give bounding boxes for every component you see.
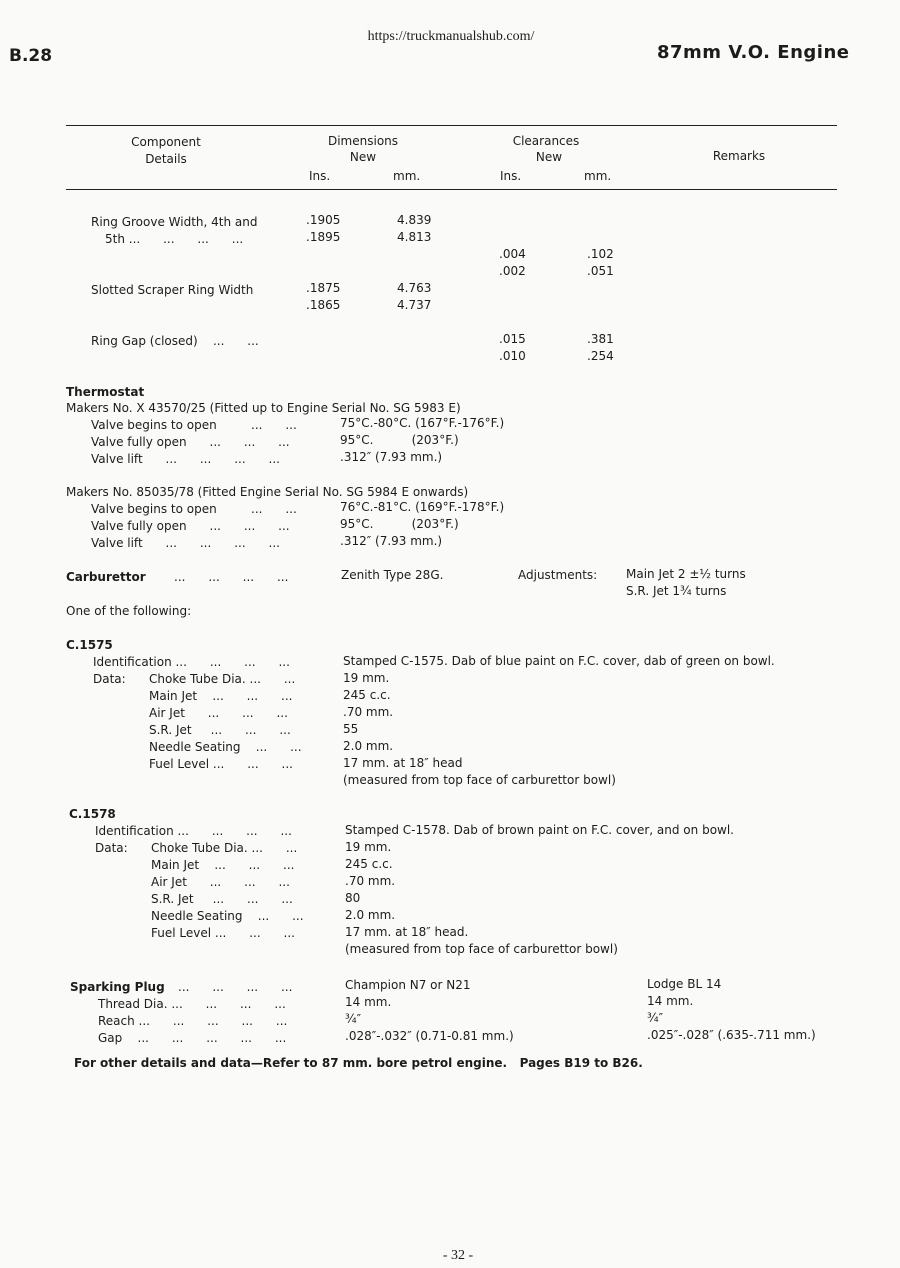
reach-label: Reach ... ... ... ... ... xyxy=(98,1014,288,1028)
c1578-sr-jet-value: 80 xyxy=(345,891,361,905)
thermostat-value-2b: 95°C. (203°F.) xyxy=(340,517,459,531)
c1575-air-jet-value: .70 mm. xyxy=(343,705,394,719)
source-url: https://truckmanualshub.com/ xyxy=(367,29,535,44)
c1575-main-jet-label: Main Jet ... ... ... xyxy=(149,689,293,703)
c1578-heading: C.1578 xyxy=(69,807,116,821)
thermostat-makers-1: Makers No. X 43570/25 (Fitted up to Engine Serial No. SG 5983 E) xyxy=(66,401,461,415)
sr-jet-adjustment: S.R. Jet 1¾ turns xyxy=(626,584,727,598)
thermostat-heading: Thermostat xyxy=(66,385,145,399)
c1575-choke-label: Choke Tube Dia. ... ... xyxy=(149,672,296,686)
c1575-fuel-value: 17 mm. at 18″ head xyxy=(343,756,463,770)
c1578-choke-value: 19 mm. xyxy=(345,840,392,854)
c1575-needle-value: 2.0 mm. xyxy=(343,739,394,753)
thermostat-label-2a: Valve begins to open ... ... xyxy=(91,502,297,516)
c1575-main-jet-value: 245 c.c. xyxy=(343,688,391,702)
col-header-dimensions-new: New xyxy=(349,150,377,164)
slotted-ring-label: Slotted Scraper Ring Width xyxy=(91,283,254,297)
champion-gap: .028″-.032″ (0.71-0.81 mm.) xyxy=(345,1029,514,1043)
ring-groove-ins-1: .1905 xyxy=(306,213,341,227)
ring-gap-label: Ring Gap (closed) ... ... xyxy=(91,334,259,348)
c1575-fuel-note: (measured from top face of carburettor bowl) xyxy=(343,773,616,787)
champion-reach: ¾″ xyxy=(345,1012,362,1026)
col-header-dim-mm: mm. xyxy=(393,169,421,183)
col-header-dim-ins: Ins. xyxy=(309,169,331,183)
thread-dia-label: Thread Dia. ... ... ... ... xyxy=(98,997,286,1011)
c1578-air-jet-label: Air Jet ... ... ... xyxy=(151,875,290,889)
slotted-ins-2: .1865 xyxy=(306,298,341,312)
engine-title: 87mm V.O. Engine xyxy=(657,42,850,63)
c1578-fuel-label: Fuel Level ... ... ... xyxy=(151,926,295,940)
c1575-sr-jet-value: 55 xyxy=(343,722,359,736)
champion-thread: 14 mm. xyxy=(345,995,392,1009)
carburettor-heading: Carburettor xyxy=(66,570,146,584)
slotted-mm-2: 4.737 xyxy=(397,298,432,312)
page-code: B.28 xyxy=(9,46,53,66)
ring-groove-ins-2: .1895 xyxy=(306,230,341,244)
ring-groove-mm-2: 4.813 xyxy=(397,230,432,244)
thermostat-label-2c: Valve lift ... ... ... ... xyxy=(91,536,280,550)
slotted-mm-1: 4.763 xyxy=(397,281,432,295)
c1578-fuel-note: (measured from top face of carburettor bowl) xyxy=(345,942,618,956)
reference-note: For other details and data—Refer to 87 mm. bore petrol engine. Pages B19 to B26. xyxy=(74,1056,643,1070)
gap-label: Gap ... ... ... ... ... xyxy=(98,1031,287,1045)
champion-plug: Champion N7 or N21 xyxy=(345,978,471,992)
c1578-fuel-value: 17 mm. at 18″ head. xyxy=(345,925,469,939)
c1578-choke-label: Choke Tube Dia. ... ... xyxy=(151,841,298,855)
thermostat-value-1c: .312″ (7.93 mm.) xyxy=(340,450,443,464)
c1578-needle-label: Needle Seating ... ... xyxy=(151,909,304,923)
thermostat-value-2c: .312″ (7.93 mm.) xyxy=(340,534,443,548)
c1575-sr-jet-label: S.R. Jet ... ... ... xyxy=(149,723,291,737)
col-header-remarks: Remarks xyxy=(712,149,766,163)
c1578-ident-label: Identification ... ... ... ... xyxy=(95,824,292,838)
c1578-data-label: Data: xyxy=(95,841,128,855)
thermostat-makers-2: Makers No. 85035/78 (Fitted Engine Serial No. SG 5984 E onwards) xyxy=(66,485,469,499)
col-header-clr-mm: mm. xyxy=(584,169,612,183)
sparking-plug-heading: Sparking Plug xyxy=(70,980,165,994)
ring-gap-clr-ins-2: .010 xyxy=(499,349,526,363)
slotted-ins-1: .1875 xyxy=(306,281,341,295)
c1575-heading: C.1575 xyxy=(66,638,113,652)
c1575-choke-value: 19 mm. xyxy=(343,671,390,685)
ring-groove-mm-1: 4.839 xyxy=(397,213,432,227)
ring-groove-clr-ins-2: .002 xyxy=(499,264,526,278)
table-header-rule xyxy=(66,189,837,190)
lodge-gap: .025″-.028″ (.635-.711 mm.) xyxy=(647,1028,816,1042)
col-header-clr-ins: Ins. xyxy=(500,169,522,183)
thermostat-value-1a: 75°C.-80°C. (167°F.-176°F.) xyxy=(340,416,505,430)
ring-gap-clr-mm-2: .254 xyxy=(587,349,614,363)
col-header-dimensions: Dimensions xyxy=(327,134,399,148)
c1578-sr-jet-label: S.R. Jet ... ... ... xyxy=(151,892,293,906)
ring-gap-clr-mm-1: .381 xyxy=(587,332,614,346)
ring-groove-label: Ring Groove Width, 4th and xyxy=(91,215,258,229)
lodge-plug: Lodge BL 14 xyxy=(647,977,722,991)
ring-groove-clr-ins-1: .004 xyxy=(499,247,526,261)
c1575-air-jet-label: Air Jet ... ... ... xyxy=(149,706,288,720)
col-header-clearances-new: New xyxy=(535,150,563,164)
adjustments-label: Adjustments: xyxy=(518,568,598,582)
col-header-component: Component xyxy=(131,135,201,149)
c1575-ident-value: Stamped C-1575. Dab of blue paint on F.C. cover, dab of green on bowl. xyxy=(343,654,775,668)
c1578-needle-value: 2.0 mm. xyxy=(345,908,396,922)
sparking-plug-leader-dots: ... ... ... ... xyxy=(178,980,293,994)
c1578-air-jet-value: .70 mm. xyxy=(345,874,396,888)
c1575-ident-label: Identification ... ... ... ... xyxy=(93,655,290,669)
c1578-main-jet-value: 245 c.c. xyxy=(345,857,393,871)
table-top-rule xyxy=(66,125,837,126)
c1575-needle-label: Needle Seating ... ... xyxy=(149,740,302,754)
col-header-clearances: Clearances xyxy=(512,134,580,148)
lodge-reach: ¾″ xyxy=(647,1011,664,1025)
ring-groove-clr-mm-1: .102 xyxy=(587,247,614,261)
c1578-ident-value: Stamped C-1578. Dab of brown paint on F.C. cover, and on bowl. xyxy=(345,823,734,837)
thermostat-label-1a: Valve begins to open ... ... xyxy=(91,418,297,432)
thermostat-label-2b: Valve fully open ... ... ... xyxy=(91,519,290,533)
carburettor-type: Zenith Type 28G. xyxy=(341,568,444,582)
c1575-fuel-label: Fuel Level ... ... ... xyxy=(149,757,293,771)
thermostat-label-1c: Valve lift ... ... ... ... xyxy=(91,452,280,466)
thermostat-value-1b: 95°C. (203°F.) xyxy=(340,433,459,447)
ring-gap-clr-ins-1: .015 xyxy=(499,332,526,346)
carburettor-leader-dots: ... ... ... ... xyxy=(174,570,289,584)
thermostat-label-1b: Valve fully open ... ... ... xyxy=(91,435,290,449)
ring-groove-label-2: 5th ... ... ... ... xyxy=(105,232,244,246)
c1575-data-label: Data: xyxy=(93,672,126,686)
col-header-details: Details xyxy=(145,152,187,166)
page-number: - 32 - xyxy=(442,1248,474,1263)
one-of-following: One of the following: xyxy=(66,604,192,618)
thermostat-value-2a: 76°C.-81°C. (169°F.-178°F.) xyxy=(340,500,505,514)
c1578-main-jet-label: Main Jet ... ... ... xyxy=(151,858,295,872)
lodge-thread: 14 mm. xyxy=(647,994,694,1008)
ring-groove-clr-mm-2: .051 xyxy=(587,264,614,278)
main-jet-adjustment: Main Jet 2 ±½ turns xyxy=(626,567,746,581)
